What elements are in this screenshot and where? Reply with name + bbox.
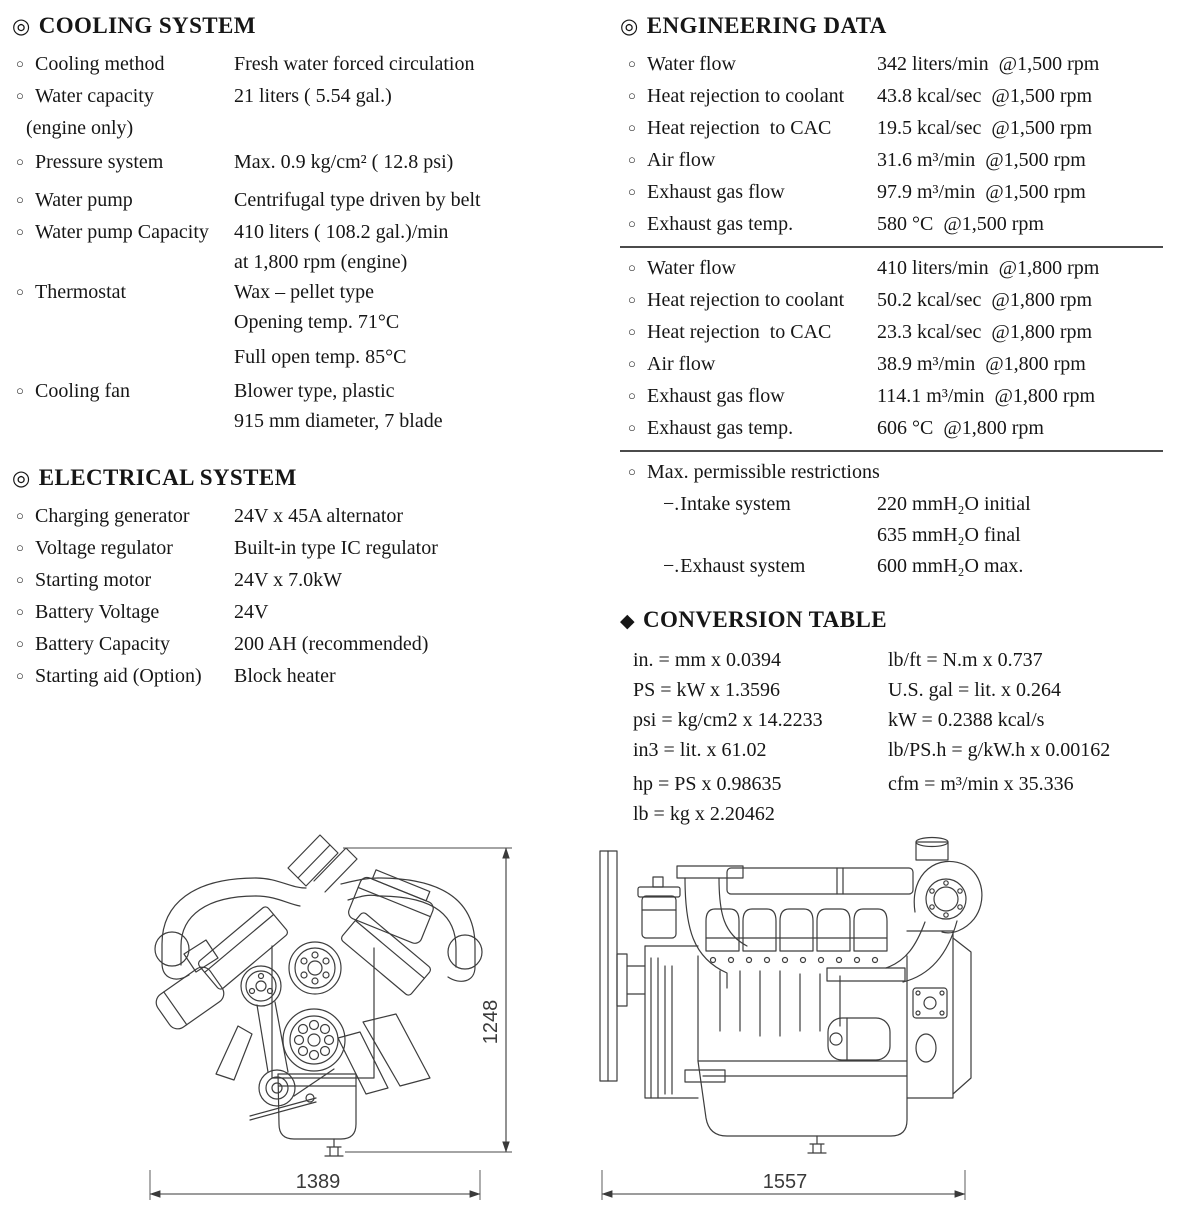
section-electrical-system — [12, 462, 564, 693]
spec-value-line2: at 1,800 rpm (engine) — [234, 251, 408, 273]
spec-row-water-pump-capacity — [12, 217, 564, 277]
spec-label: Max. permissible restrictions — [647, 461, 880, 483]
conversion-item: hp = PS x 0.98635 — [633, 773, 782, 795]
circle-bullet-icon: ○ — [16, 56, 24, 71]
spec-value: Max. 0.9 kg/cm² ( 12.8 psi) — [234, 151, 454, 173]
spec-label: Pressure system — [35, 151, 164, 173]
eng-row-heat-cac-1800 — [620, 317, 1168, 349]
spec-label: Water pump Capacity — [35, 221, 209, 243]
conversion-right-column — [888, 645, 1168, 829]
circle-bullet-icon: ○ — [628, 292, 636, 307]
conversion-item: in. = mm x 0.0394 — [633, 649, 781, 671]
conversion-item: cfm = m³/min x 35.336 — [888, 773, 1074, 795]
cylinder-head-covers — [706, 909, 887, 951]
circle-bullet-icon: ○ — [628, 152, 636, 167]
divider-rule — [620, 450, 1163, 452]
circle-bullet-icon: ○ — [16, 540, 24, 555]
double-circle-icon: ◎ — [12, 466, 31, 490]
spec-value: Fresh water forced circulation — [234, 53, 475, 75]
eng-row-air-flow-1500 — [620, 145, 1168, 177]
spec-value: 24V x 7.0kW — [234, 569, 342, 591]
eng-row-exhaust-temp-1500 — [620, 209, 1168, 241]
side-view-width-dim: 1557 — [762, 1171, 808, 1193]
cooling-system-title: ◎ COOLING SYSTEM — [12, 13, 256, 38]
engineering-data-title: ◎ ENGINEERING DATA — [620, 13, 887, 38]
conversion-item: lb = kg x 2.20462 — [633, 803, 775, 825]
spec-label: Starting aid (Option) — [35, 665, 202, 687]
circle-bullet-icon: ○ — [628, 56, 636, 71]
pulley-left — [241, 966, 281, 1006]
spec-label: Charging generator — [35, 505, 190, 527]
spec-value: 580 °C @1,500 rpm — [877, 213, 1044, 235]
left-column — [12, 10, 564, 693]
conversion-left-column — [633, 645, 888, 829]
section-cooling-system — [12, 10, 564, 436]
circle-bullet-icon: ○ — [16, 604, 24, 619]
right-column — [620, 10, 1168, 829]
eng-row-water-flow-1500 — [620, 49, 1168, 81]
spec-label: Air flow — [647, 353, 716, 375]
spec-value-line2: Opening temp. 71°C — [234, 311, 400, 333]
spec-value: 97.9 m³/min @1,500 rpm — [877, 181, 1086, 203]
spec-value: 31.6 m³/min @1,500 rpm — [877, 149, 1086, 171]
spec-label: Battery Voltage — [35, 601, 160, 623]
circle-bullet-icon: ○ — [16, 88, 24, 103]
spec-value-line2: 915 mm diameter, 7 blade — [234, 410, 443, 432]
spec-label: Thermostat — [35, 281, 127, 303]
spec-row-water-capacity — [12, 81, 564, 143]
pulley-lower — [283, 1009, 345, 1071]
spec-value: 410 liters/min @1,800 rpm — [877, 257, 1100, 279]
conversion-item: U.S. gal = lit. x 0.264 — [888, 679, 1061, 701]
spec-row-pressure-system — [12, 147, 564, 179]
spec-label: Starting motor — [35, 569, 152, 591]
spec-value: 21 liters ( 5.54 gal.) — [234, 85, 392, 107]
spec-value: 600 mmH₂O max. — [877, 555, 1024, 577]
engine-side-outline — [600, 838, 982, 1154]
circle-bullet-icon: ○ — [16, 284, 24, 299]
spec-value: 342 liters/min @1,500 rpm — [877, 53, 1100, 75]
spec-label: Voltage regulator — [35, 537, 173, 559]
conversion-table-title: ◆ CONVERSION TABLE — [620, 607, 887, 632]
eng-row-water-flow-1800 — [620, 253, 1168, 285]
spec-row-voltage-regulator — [12, 533, 564, 565]
spec-row-starting-motor — [12, 565, 564, 597]
eng-row-exhaust-flow-1800 — [620, 381, 1168, 413]
spec-value: 43.8 kcal/sec @1,500 rpm — [877, 85, 1093, 107]
circle-bullet-icon: ○ — [16, 636, 24, 651]
circle-bullet-icon: ○ — [16, 154, 24, 169]
double-circle-icon: ◎ — [620, 14, 639, 38]
spec-row-battery-voltage — [12, 597, 564, 629]
eng-row-exhaust-temp-1800 — [620, 413, 1168, 445]
engine-front-view-drawing — [138, 826, 538, 1204]
spec-row-cooling-method — [12, 49, 564, 81]
eng-row-intake-system — [620, 489, 1168, 551]
spec-row-battery-capacity — [12, 629, 564, 661]
spec-label: Exhaust gas temp. — [647, 417, 794, 439]
spec-label: Heat rejection to coolant — [647, 85, 845, 107]
circle-bullet-icon: ○ — [16, 383, 24, 398]
spec-label: Exhaust gas temp. — [647, 213, 794, 235]
spec-label: Water flow — [647, 53, 736, 75]
spec-label: Cooling method — [35, 53, 165, 75]
eng-row-heat-cac-1500 — [620, 113, 1168, 145]
conversion-item: psi = kg/cm2 x 14.2233 — [633, 709, 823, 731]
spec-value: Blower type, plastic — [234, 380, 395, 402]
circle-bullet-icon: ○ — [628, 88, 636, 103]
circle-bullet-icon: ○ — [16, 192, 24, 207]
spec-row-cooling-fan — [12, 376, 564, 436]
section-conversion-table — [620, 604, 1168, 829]
spec-value: 220 mmH₂O initial — [877, 493, 1031, 515]
conversion-item: PS = kW x 1.3596 — [633, 679, 781, 701]
eng-row-max-restrictions — [620, 457, 1168, 489]
electrical-system-title: ◎ ELECTRICAL SYSTEM — [12, 465, 297, 490]
circle-bullet-icon: ○ — [628, 184, 636, 199]
circle-bullet-icon: ○ — [628, 356, 636, 371]
spec-label: Air flow — [647, 149, 716, 171]
spec-value: Centrifugal type driven by belt — [234, 189, 481, 211]
engine-side-view-drawing — [585, 826, 1150, 1204]
side-view-dimensions — [602, 1170, 965, 1200]
divider-rule — [620, 246, 1163, 248]
dash-bullet: −. — [663, 555, 680, 577]
front-view-width-dim: 1389 — [295, 1171, 341, 1193]
dash-bullet: −. — [663, 493, 680, 515]
double-circle-icon: ◎ — [12, 14, 31, 38]
eng-row-heat-coolant-1800 — [620, 285, 1168, 317]
circle-bullet-icon: ○ — [628, 324, 636, 339]
conversion-grid — [620, 645, 1168, 829]
spec-value: 24V x 45A alternator — [234, 505, 404, 527]
circle-bullet-icon: ○ — [628, 216, 636, 231]
spec-label: Water capacity — [35, 85, 154, 107]
eng-row-air-flow-1800 — [620, 349, 1168, 381]
engine-front-outline — [152, 835, 482, 1156]
pulley-upper — [289, 942, 341, 994]
diamond-icon: ◆ — [620, 611, 636, 632]
spec-value: 24V — [234, 601, 269, 623]
spec-value-line3: Full open temp. 85°C — [234, 346, 407, 368]
spec-label: Exhaust system — [680, 555, 806, 577]
spec-label: Water flow — [647, 257, 736, 279]
spec-label: Heat rejection to coolant — [647, 289, 845, 311]
spec-value: 114.1 m³/min @1,800 rpm — [877, 385, 1096, 407]
spec-label: Exhaust gas flow — [647, 181, 785, 203]
eng-row-heat-coolant-1500 — [620, 81, 1168, 113]
circle-bullet-icon: ○ — [628, 464, 636, 479]
spec-row-thermostat — [12, 277, 564, 372]
spec-value: Wax – pellet type — [234, 281, 375, 303]
spec-value: 19.5 kcal/sec @1,500 rpm — [877, 117, 1093, 139]
spec-row-water-pump — [12, 185, 564, 217]
circle-bullet-icon: ○ — [16, 224, 24, 239]
spec-value: 38.9 m³/min @1,800 rpm — [877, 353, 1086, 375]
spec-label: Water pump — [35, 189, 133, 211]
spec-value: 606 °C @1,800 rpm — [877, 417, 1044, 439]
spec-row-charging-generator — [12, 501, 564, 533]
spec-label: Battery Capacity — [35, 633, 170, 655]
conversion-item: in3 = lit. x 61.02 — [633, 739, 767, 761]
spec-row-starting-aid — [12, 661, 564, 693]
circle-bullet-icon: ○ — [628, 120, 636, 135]
spec-value: Built-in type IC regulator — [234, 537, 438, 559]
spec-label: Heat rejection to CAC — [647, 321, 832, 343]
front-view-height-dim: 1248 — [480, 999, 502, 1045]
spec-value: 23.3 kcal/sec @1,800 rpm — [877, 321, 1093, 343]
spec-value: 50.2 kcal/sec @1,800 rpm — [877, 289, 1093, 311]
spec-value: 200 AH (recommended) — [234, 633, 429, 655]
spec-value: 410 liters ( 108.2 gal.)/min — [234, 221, 449, 243]
eng-row-exhaust-system — [620, 551, 1168, 582]
spec-label: Intake system — [680, 493, 791, 515]
spec-value-line2: 635 mmH₂O final — [877, 524, 1021, 546]
circle-bullet-icon: ○ — [628, 260, 636, 275]
spec-label: Exhaust gas flow — [647, 385, 785, 407]
spec-label: Heat rejection to CAC — [647, 117, 832, 139]
circle-bullet-icon: ○ — [16, 668, 24, 683]
spec-value: Block heater — [234, 665, 336, 687]
eng-row-exhaust-flow-1500 — [620, 177, 1168, 209]
conversion-item: lb/ft = N.m x 0.737 — [888, 649, 1043, 671]
conversion-item: kW = 0.2388 kcal/s — [888, 709, 1045, 731]
spec-label: Cooling fan — [35, 380, 130, 402]
conversion-item: lb/PS.h = g/kW.h x 0.00162 — [888, 739, 1111, 761]
circle-bullet-icon: ○ — [628, 388, 636, 403]
circle-bullet-icon: ○ — [16, 508, 24, 523]
spec-label-line2: (engine only) — [26, 117, 134, 139]
circle-bullet-icon: ○ — [16, 572, 24, 587]
tensioner-pulley — [259, 1070, 295, 1106]
section-engineering-data — [620, 10, 1168, 582]
circle-bullet-icon: ○ — [628, 420, 636, 435]
